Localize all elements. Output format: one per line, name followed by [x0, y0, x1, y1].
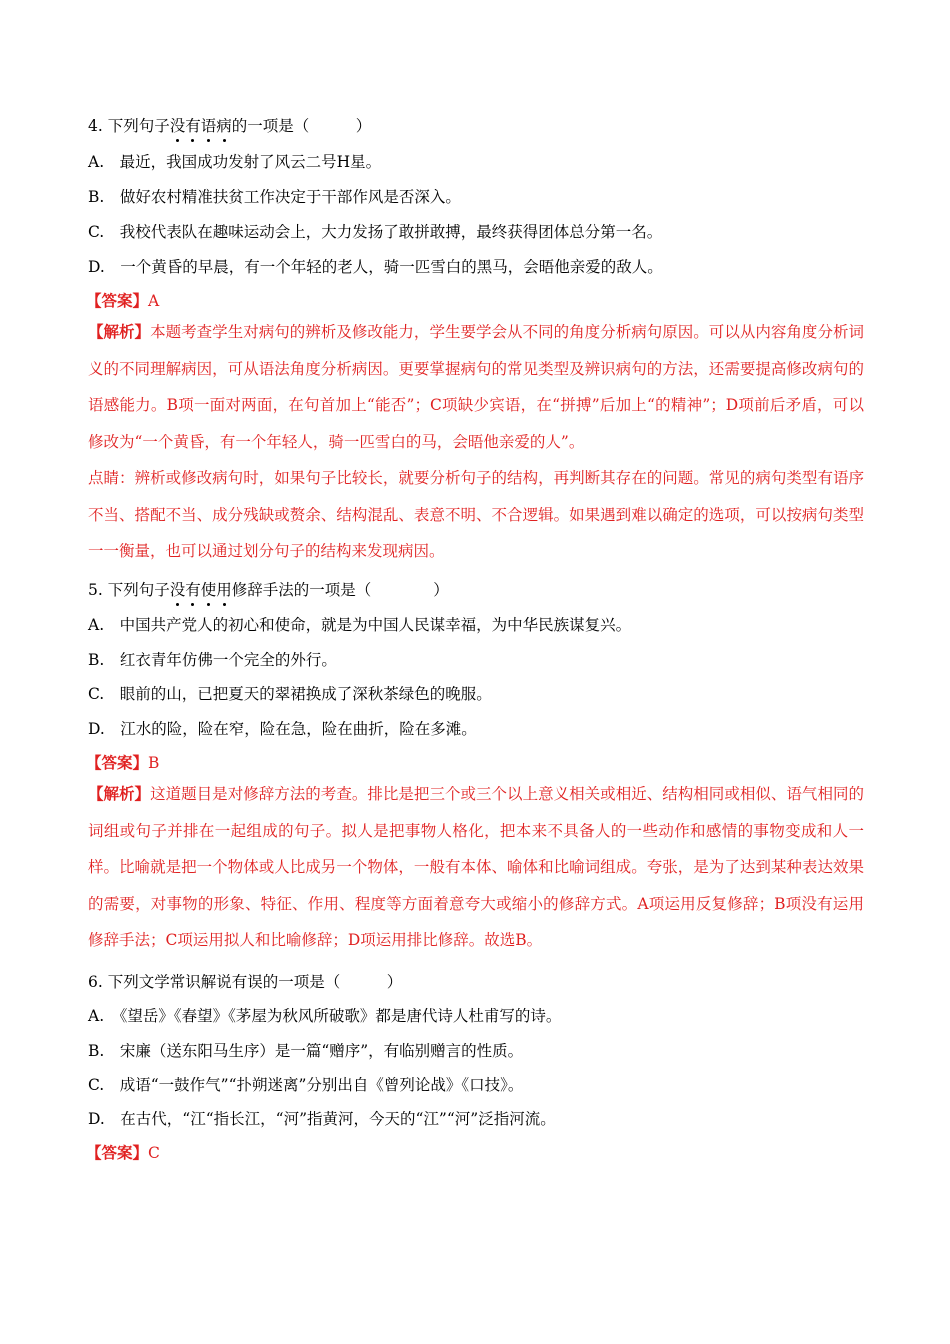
- emphasis-char: 病: [216, 117, 232, 135]
- question-6-option-d: D. 在古代，“江“指长江，“河”指黄河，今天的“江”“河”泛指河流。: [88, 1110, 556, 1128]
- question-4-stem-suffix: 的一项是（ ）: [231, 117, 372, 135]
- question-4-answer: [86, 290, 159, 312]
- question-5-stem-suffix: 修辞手法的一项是（ ）: [231, 581, 449, 599]
- question-6-stem: 6. 下列文学常识解说有误的一项是（ ）: [88, 973, 403, 991]
- answer-value: B: [148, 754, 160, 772]
- question-5-analysis: [88, 776, 864, 964]
- emphasis-char: 有: [185, 117, 201, 135]
- question-6-option-c: C. 成语“一鼓作气”“扑朔迷离”分别出自《曾列论战》《口技》。: [88, 1076, 524, 1094]
- answer-tag: 【答案】: [86, 1143, 149, 1162]
- answer-tag: 【答案】: [86, 291, 149, 310]
- analysis-tag: 【解析】: [88, 322, 151, 341]
- answer-tag: 【答案】: [86, 753, 149, 772]
- question-4-tip: 点睛：辨析或修改病句时，如果句子比较长，就要分析句子的结构，再判断其存在的问题。常见的病句类型有语序不当、搭配不当、成分残缺或赘余、结构混乱、表意不明、不合逻辑。如果遇到难以确定的选项，可以按病句类型一一衡量，也可以通过划分句子的结构来发现病因。: [88, 469, 864, 560]
- question-4-option-d: D. 一个黄昏的早晨，有一个年轻的老人，骑一匹雪白的黑马，会晤他亲爱的敌人。: [88, 258, 663, 276]
- emphasis-char: 没: [169, 117, 186, 135]
- question-5-option-c: C. 眼前的山，已把夏天的翠裙换成了深秋茶绿色的晚服。: [88, 685, 492, 703]
- question-5-stem: [88, 579, 449, 601]
- question-4-analysis: [88, 314, 864, 462]
- question-4-stem: [88, 115, 371, 137]
- emphasis-char: 语: [200, 117, 217, 135]
- answer-value: A: [148, 292, 160, 310]
- answer-value: C: [148, 1144, 160, 1162]
- question-5-option-a: A. 中国共产党人的初心和使命，就是为中国人民谋幸福，为中华民族谋复兴。: [88, 616, 632, 634]
- emphasis-char: 没: [169, 581, 186, 599]
- question-5-answer: [86, 752, 159, 774]
- analysis-tag: 【解析】: [88, 784, 151, 803]
- question-6-option-a: A. 《望岳》《春望》《茅屋为秋风所破歌》都是唐代诗人杜甫写的诗。: [88, 1007, 562, 1025]
- question-4-stem-prefix: 4. 下列句子: [88, 117, 170, 135]
- question-4-option-b: B. 做好农村精准扶贫工作决定于干部作风是否深入。: [88, 188, 461, 206]
- question-5-option-d: D. 江水的险，险在窄，险在急，险在曲折，险在多滩。: [88, 720, 477, 738]
- emphasis-char: 使: [200, 581, 217, 599]
- question-4-option-c: C. 我校代表队在趣味运动会上，大力发扬了敢拼敢搏，最终获得团体总分第一名。: [88, 223, 663, 241]
- question-4-option-a: A. 最近，我国成功发射了风云二号H星。: [88, 153, 382, 171]
- analysis-text: 本题考查学生对病句的辨析及修改能力，学生要学会从不同的角度分析病句原因。可以从内容角度分析词义的不同理解病因，可从语法角度分析病因。更要掌握病句的常见类型及辨识病句的方法，还需要提高修改病句的语感能力。B项一面对两面，在句首加上“能否”；C项缺少宾语，在“拼搏”后加上“的精神”；D项前后矛盾，可以修改为“一个黄昏，有一个年轻人，骑一匹雪白的马，会晤他亲爱的人”。: [88, 323, 864, 451]
- question-5-option-b: B. 红衣青年仿佛一个完全的外行。: [88, 651, 337, 669]
- question-6-option-b: B. 宋廉（送东阳马生序）是一篇“赠序”，有临别赠言的性质。: [88, 1042, 524, 1060]
- question-6-answer: [86, 1142, 160, 1164]
- emphasis-char: 用: [216, 581, 232, 599]
- analysis-text: 这道题目是对修辞方法的考查。排比是把三个或三个以上意义相关或相近、结构相同或相似、语气相同的词组或句子并排在一起组成的句子。拟人是把事物人格化，把本来不具备人的一些动作和感情的事物变成和人一样。比喻就是把一个物体或人比成另一个物体，一般有本体、喻体和比喻词组成。夸张，是为了达到某种表达效果的需要，对事物的形象、特征、作用、程度等方面着意夸大或缩小的修辞方式。A项运用反复修辞；B项没有运用修辞手法；C项运用拟人和比喻修辞；D项运用排比修辞。故选B。: [88, 785, 864, 949]
- emphasis-char: 有: [185, 581, 201, 599]
- question-5-stem-prefix: 5. 下列句子: [88, 581, 170, 599]
